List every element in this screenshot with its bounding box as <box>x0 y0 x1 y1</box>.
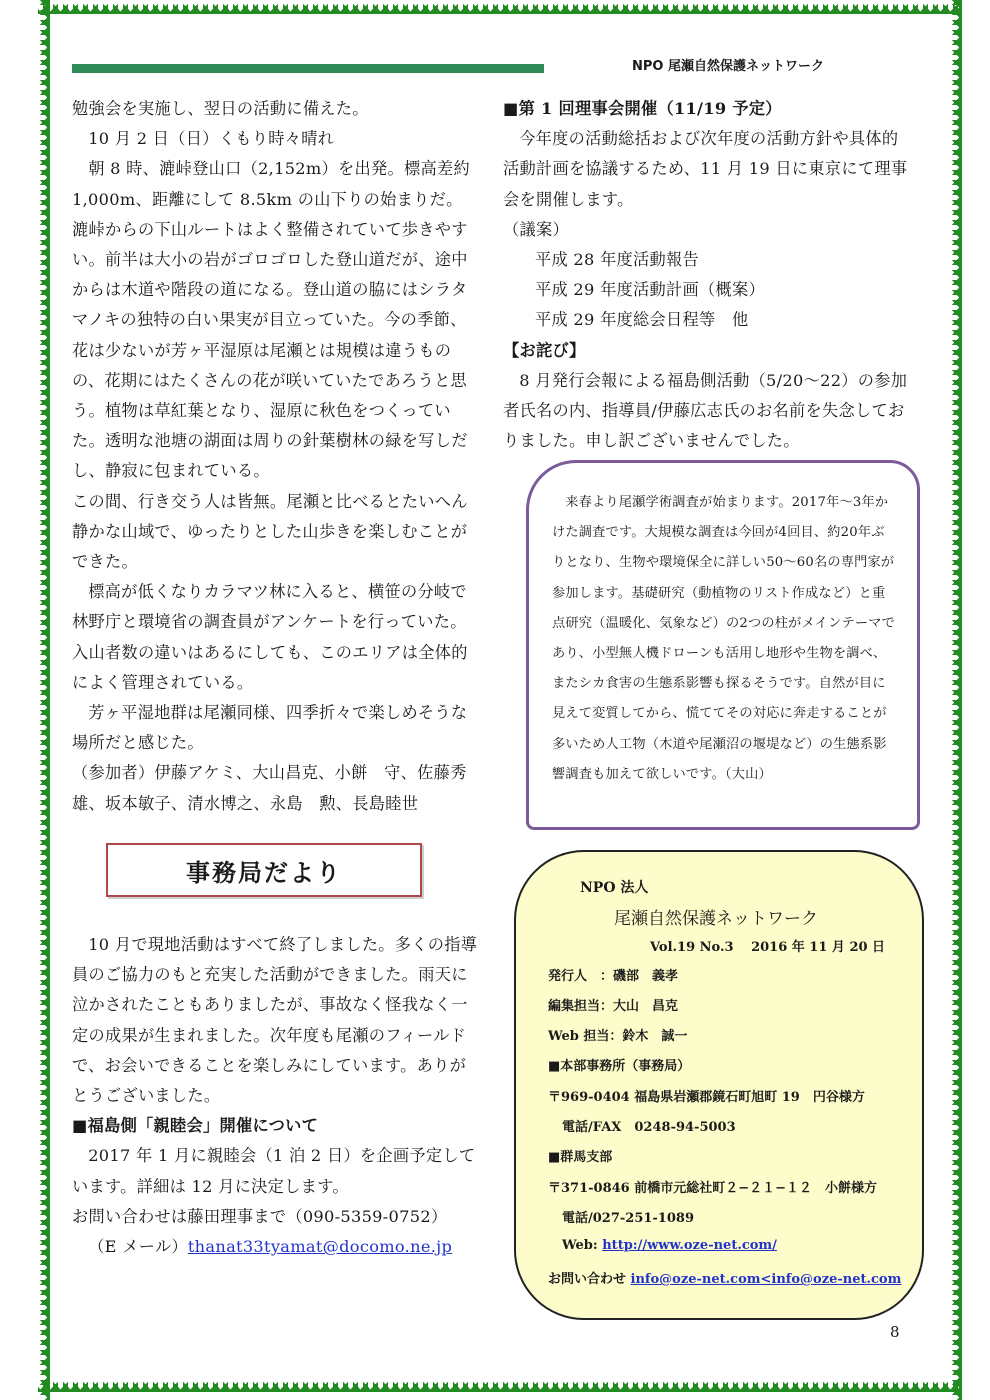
left-tree-border <box>38 0 52 1400</box>
notice-body: 来春より尾瀬学術調査が始まります。2017年〜3年かけた調査です。大規模な調査は今回が4回目、約20年ぶりとなり、生物や環境保全に詳しい50〜60名の専門家が参加します。基礎研究（動植物のリスト作成など）と重点研究（温暖化、気象など）の2つの柱がメインテーマであり、小型無人機ドローンも活用し地形や生物を調べ、またシカ食害の生態系影響も探るそうです。自然が目に見えて変質してから、慌ててその対応に奔走することが多いため人工物（木道や尾瀬沼の堰堤など）の生態系影響調査も加えて欲しいです。（大山） <box>552 495 896 782</box>
paragraph: 標高が低くなりカラマツ林に入ると、横笹の分岐で林野庁と環境省の調査員がアンケートを行っていた。入山者数の違いはあるにしても、このエリアは全体的によく管理されている。 <box>72 582 468 692</box>
website-link[interactable]: http://www.oze-net.com/ <box>602 1238 777 1253</box>
page-number: 8 <box>890 1323 900 1341</box>
fukushima-body: 2017 年 1 月に親睦会（1 泊 2 日）を企画予定しています。詳細は 12 月に決定します。 <box>72 1146 476 1196</box>
jimu-intro: 10 月で現地活動はすべて終了しました。多くの指導員のご協力のもと充実した活動ができました。雨天に泣かされたこともありましたが、事故なく怪我なく一定の成果が生まれました。次年度も尾瀬のフィールドで、お会いできることを楽しみにしています。ありがとうございました。 <box>72 935 478 1106</box>
agenda-item: 平成 29 年度総会日程等 他 <box>535 310 749 330</box>
gunma-address: 〒371-0846 前橋市元総社町２−２１−１２ 小餅様方 <box>548 1181 878 1196</box>
web-label: Web: <box>562 1238 603 1253</box>
top-tree-border <box>38 2 958 16</box>
agenda-label: （議案） <box>503 219 569 239</box>
gunma-phone: 電話/027-251-1089 <box>562 1211 694 1226</box>
fukushima-heading: ■福島側「親睦会」開催について <box>72 1116 319 1136</box>
notice-text <box>552 488 896 790</box>
apology-heading: 【お詫び】 <box>503 340 586 360</box>
date-line: 10 月 2 日（日）くもり時々晴れ <box>88 129 335 149</box>
inquiry-email-link[interactable]: info@oze-net.com<info@oze-net.com <box>630 1272 902 1287</box>
participants: （参加者）伊藤アケミ、大山昌克、小餅 守、佐藤秀雄、坂本敏子、清水博之、永島 勲、長島睦世 <box>72 763 467 813</box>
section-title: 事務局だより <box>106 843 422 897</box>
email-link[interactable]: thanat33tyamat@docomo.ne.jp <box>187 1237 453 1257</box>
agenda-item: 平成 28 年度活動報告 <box>535 250 699 270</box>
bottom-tree-border <box>38 1380 958 1394</box>
volume-line: Vol.19 No.3 2016 年 11 月 20 日 <box>650 940 886 955</box>
inquiry-line <box>548 1268 901 1287</box>
right-tree-border <box>950 0 964 1400</box>
org-header: NPO 尾瀬自然保護ネットワーク <box>632 59 824 74</box>
board-body: 今年度の活動総括および次年度の活動方針や具体的活動計画を協議するため、11 月 19 日に東京にて理事会を開催します。 <box>503 129 908 209</box>
web-line <box>562 1238 777 1253</box>
org-name: 尾瀬自然保護ネットワーク <box>614 909 818 929</box>
paragraph: 勉強会を実施し、翌日の活動に備えた。 <box>72 99 369 118</box>
right-article <box>503 94 913 456</box>
hq-phone: 電話/FAX 0248-94-5003 <box>562 1120 736 1135</box>
web-staff-line: Web 担当：鈴木 誠一 <box>548 1029 688 1044</box>
paragraph: この間、行き交う人は皆無。尾瀬と比べるとたいへん静かな山域で、ゆったりとした山歩きを楽しむことができた。 <box>72 491 468 572</box>
apology-body: 8 月発行会報による福島側活動（5/20〜22）の参加者氏名の内、指導員/伊藤広志氏のお名前を失念しておりました。申し訳ございませんでした。 <box>503 370 908 451</box>
paragraph: 朝 8 時、漉峠登山口（2,152m）を出発。標高差約 1,000m、距離にして 8.5km の山下りの始まりだ。漉峠からの下山ルートはよく整備されていて歩きやすい。前半は大小の岩がゴロゴロした登山道だが、途中からは木道や階段の道になる。登山道の脇にはシラタマノキの独特の白い果実が目立っていた。今の季節、花は少ないが芳ヶ平湿原は尾瀬とは規模は違うものの、花期にはたくさんの花が咲いていたであろうと思う。植物は草紅葉となり、湿原に秋色をつくっていた。透明な池塘の湖面は周りの針葉樹林の緑を写しだし、静寂に包まれている。 <box>72 159 470 481</box>
inquiry-label: お問い合わせ <box>548 1272 631 1287</box>
left-article <box>72 94 472 819</box>
contact-line: お問い合わせは藤田理事まで（090-5359-0752） <box>72 1206 448 1226</box>
header-bar <box>72 64 544 73</box>
hq-address: 〒969-0404 福島県岩瀬郡鏡石町旭町 19 円谷様方 <box>548 1090 865 1105</box>
hq-heading: ■本部事務所（事務局） <box>548 1059 691 1074</box>
paragraph: 芳ヶ平湿地群は尾瀬同様、四季折々で楽しめそうな場所だと感じた。 <box>72 703 468 753</box>
board-heading: ■第 1 回理事会開催（11/19 予定） <box>503 99 782 118</box>
editor-line: 編集担当：大山 昌克 <box>548 999 679 1014</box>
agenda-item: 平成 29 年度活動計画（概案） <box>535 280 765 300</box>
publisher-line: 発行人 ：磯部 義孝 <box>548 969 679 984</box>
jimu-section <box>72 930 482 1262</box>
email-label: （E メール） <box>88 1237 188 1257</box>
gunma-heading: ■群馬支部 <box>548 1150 613 1165</box>
email-line <box>72 1232 482 1262</box>
npo-label: NPO 法人 <box>580 880 649 896</box>
